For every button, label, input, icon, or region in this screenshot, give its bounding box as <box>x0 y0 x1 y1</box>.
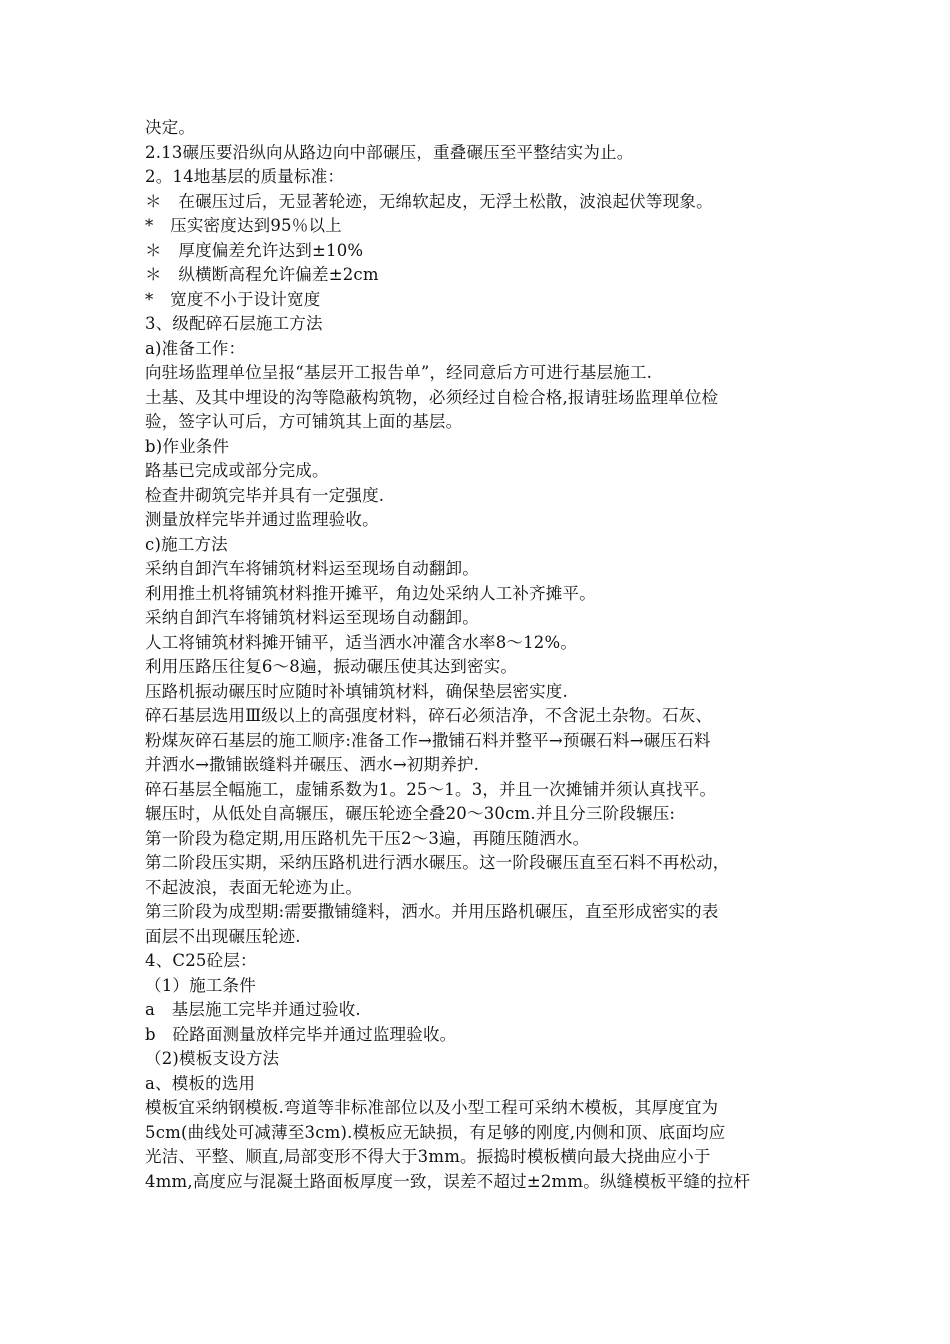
text-line: 并洒水→撒铺嵌缝料并碾压、洒水→初期养护. <box>145 755 480 774</box>
text-line: a)准备工作： <box>145 338 246 358</box>
text-line: 面层不出现碾压轮迹. <box>145 926 301 946</box>
document-page <box>145 116 815 1194</box>
text-line: （2)模板支设方法 <box>145 1049 280 1068</box>
text-line: a 基层施工完毕并通过验收. <box>145 1000 361 1019</box>
text-line: 向驻场监理单位呈报“基层开工报告单”，经同意后方可进行基层施工. <box>145 363 653 382</box>
text-line: 粉煤灰碎石基层的施工顺序:准备工作→撒铺石料并整平→预碾石料→碾压石料 <box>145 730 711 750</box>
text-line: 模板宜采纳钢模板.弯道等非标准部位以及小型工程可采纳木模板，其厚度宜为 <box>145 1098 719 1117</box>
text-line: 利用推土机将铺筑材料推开摊平，角边处采纳人工补齐摊平。 <box>145 583 596 603</box>
text-line: 碎石基层选用Ⅲ级以上的高强度材料，碎石必须洁净，不含泥土杂物。石灰、 <box>145 706 713 725</box>
text-line: b 砼路面测量放样完毕并通过监理验收。 <box>145 1024 457 1044</box>
text-line: （1）施工条件 <box>145 975 256 995</box>
text-line: 第二阶段压实期，采纳压路机进行洒水碾压。这一阶段碾压直至石料不再松动， <box>145 853 730 872</box>
text-line: 采纳自卸汽车将铺筑材料运至现场自动翻卸。 <box>145 608 479 627</box>
text-line: 2.13碾压要沿纵向从路边向中部碾压，重叠碾压至平整结实为止。 <box>145 142 634 162</box>
text-line: 碎石基层全幅施工，虚铺系数为1。25～1。3，并且一次摊铺并须认真找平。 <box>145 779 717 799</box>
text-line: * 压实密度达到95％以上 <box>145 216 342 235</box>
text-line: a、模板的选用 <box>145 1073 256 1093</box>
text-line: 辗压时，从低处自高辗压，碾压轮迹全叠20～30cm.并且分三阶段辗压: <box>145 804 676 823</box>
text-line: 第三阶段为成型期:需要撒铺缝料，洒水。并用压路机碾压，直至形成密实的表 <box>145 902 719 921</box>
text-line: 人工将铺筑材料摊开铺平，适当洒水冲灌含水率8～12%。 <box>145 632 578 652</box>
text-line: ＊ 在碾压过后，无显著轮迹，无绵软起皮，无浮土松散，波浪起伏等现象。 <box>145 191 713 211</box>
text-line: 不起波浪，表面无轮迹为止。 <box>145 877 363 897</box>
text-line: 压路机振动碾压时应随时补填铺筑材料，确保垫层密实度. <box>145 681 568 701</box>
text-line: 测量放样完毕并通过监理验收。 <box>145 510 379 529</box>
text-line: * 宽度不小于设计宽度 <box>145 289 321 309</box>
text-line: 土基、及其中埋设的沟等隐蔽构筑物，必须经过自检合格,报请驻场监理单位检 <box>145 387 719 407</box>
text-line: 3、级配碎石层施工方法 <box>145 314 323 333</box>
text-line: 4、C25砼层： <box>145 951 257 970</box>
text-line: 决定。 <box>145 118 196 137</box>
text-line: 验，签字认可后，方可铺筑其上面的基层。 <box>145 412 463 431</box>
text-line: ＊ 厚度偏差允许达到±10% <box>145 240 364 260</box>
text-line: c)施工方法 <box>145 534 228 554</box>
text-line: 检查井砌筑完毕并具有一定强度. <box>145 485 385 505</box>
text-line: 路基已完成或部分完成。 <box>145 461 329 480</box>
text-line: 利用压路压往复6～8遍，振动碾压使其达到密实。 <box>145 657 518 676</box>
text-line: 2。14地基层的质量标准： <box>145 167 345 186</box>
text-line: ＊ 纵横断高程允许偏差±2cm <box>145 265 379 284</box>
text-line: 采纳自卸汽车将铺筑材料运至现场自动翻卸。 <box>145 559 479 578</box>
text-line: 光洁、平整、顺直,局部变形不得大于3mm。振捣时模板横向最大挠曲应小于 <box>145 1147 711 1166</box>
text-line: 第一阶段为稳定期,用压路机先干压2～3遍，再随压随洒水。 <box>145 828 590 848</box>
text-line: 4mm,高度应与混凝土路面板厚度一致，误差不超过±2mm。纵缝模板平缝的拉杆 <box>145 1171 751 1191</box>
text-line: 5cm(曲线处可减薄至3cm).模板应无缺损，有足够的刚度,内侧和顶、底面均应 <box>145 1122 726 1142</box>
text-line: b)作业条件 <box>145 436 230 456</box>
